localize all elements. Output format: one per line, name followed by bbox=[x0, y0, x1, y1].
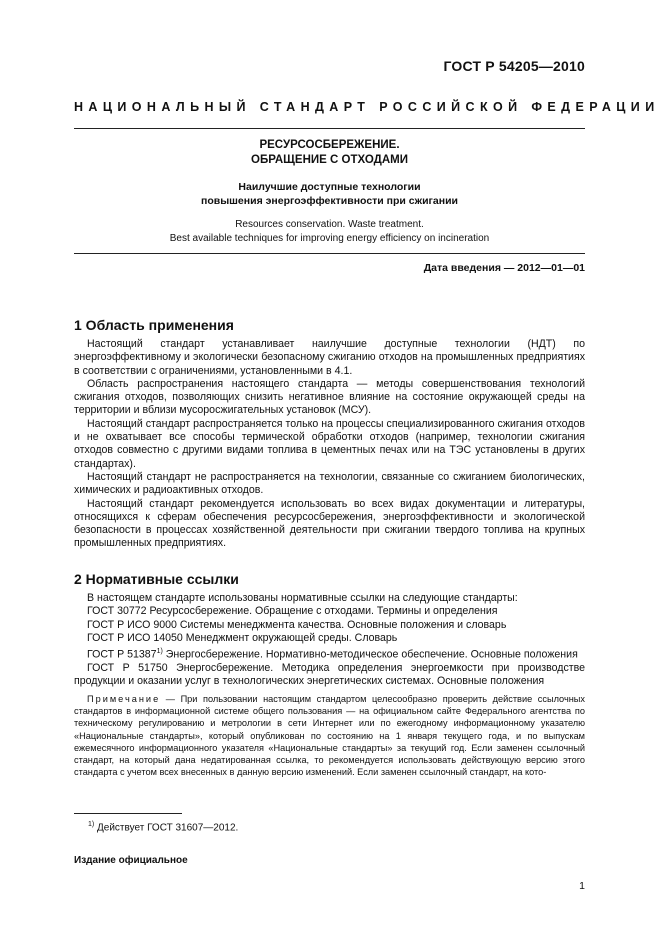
footnote-divider bbox=[74, 813, 182, 814]
document-number: ГОСТ Р 54205—2010 bbox=[443, 58, 585, 74]
reference-item: ГОСТ Р ИСО 9000 Системы менеджмента качества. Основные положения и словарь bbox=[87, 618, 507, 631]
section1-paragraph: Настоящий стандарт рекомендуется использовать во всех видах документации и литературы, относящихся к сферам обеспечения ресурсосбережения, энергоэффективности и экологической безопасности в процессах хозяйственной деятельности при сжигании твердого топлива на крупных промышленных предприятиях. bbox=[74, 497, 585, 550]
section1-heading: 1 Область применения bbox=[74, 317, 234, 333]
title-en bbox=[74, 218, 585, 246]
note-label: Примечание bbox=[87, 694, 161, 704]
subtitle-line2: повышения энергоэффективности при сжигании bbox=[201, 195, 458, 207]
title-divider bbox=[74, 253, 585, 254]
title-ru-line2: ОБРАЩЕНИЕ С ОТХОДАМИ bbox=[251, 154, 408, 166]
section1-body bbox=[74, 338, 585, 551]
section1-paragraph: Настоящий стандарт распространяется только на процессы специализированного сжигания отходов и не охватывает все способы термической обработки отходов (например, технологии сжигания отходов совместно с другими видами топлива в цементных печах или на ТЭС установлены в других стандартах). bbox=[74, 417, 585, 470]
introduction-date: Дата введения — 2012—01—01 bbox=[423, 262, 585, 274]
section1-paragraph: Область распространения настоящего стандарта — методы совершенствования технологий сжигания отходов, позволяющих снизить негативное влияние на состояние окружающей среды на территории и вблизи мусоросжигательных установок (МСУ). bbox=[74, 377, 585, 417]
reference-code: ГОСТ Р 51387 bbox=[87, 648, 157, 661]
official-edition-label: Издание официальное bbox=[74, 855, 188, 866]
section2-heading: 2 Нормативные ссылки bbox=[74, 571, 239, 587]
reference-item: ГОСТ 30772 Ресурсосбережение. Обращение с отходами. Термины и определения bbox=[87, 605, 498, 618]
subtitle-line1: Наилучшие доступные технологии bbox=[238, 181, 421, 193]
page-number: 1 bbox=[579, 880, 585, 892]
national-standard-heading: НАЦИОНАЛЬНЫЙ СТАНДАРТ РОССИЙСКОЙ ФЕДЕРАЦИИ bbox=[74, 100, 660, 114]
reference-text: Энергосбережение. Нормативно-методическое обеспечение. Основные положения bbox=[162, 648, 578, 661]
title-ru bbox=[74, 138, 585, 168]
section2-body bbox=[74, 592, 585, 689]
title-en-line2: Best available techniques for improving energy efficiency on incineration bbox=[169, 233, 490, 244]
footnote-text: Действует ГОСТ 31607—2012. bbox=[94, 822, 239, 834]
note-text: — При пользовании настоящим стандартом целесообразно проверить действие ссылочных стандартов в информационной системе общего пользования — на официальном сайте Федерального агентства по техническому регулированию и метрологии в сети Интернет или по ежегодному информационному указателю «Национальные стандарты», который опубликован по состоянию на 1 января текущего года, и по выпускам ежемесячного информационного указателя «Национальные стандарты» за текущий год. Если заменен ссылочный стандарт, на который дана недатированная ссылка, то рекомендуется использовать действующую версию этого стандарта с учетом всех внесенных в данную версию изменений. Если заменен ссылочный стандарт, на кото- bbox=[74, 694, 585, 778]
reference-item: ГОСТ Р 51750 Энергосбережение. Методика определения энергоемкости при производстве продукции и оказании услуг в технологических энергетических системах. Основные положения bbox=[74, 662, 585, 688]
footnote bbox=[88, 821, 238, 833]
title-subtitle bbox=[74, 180, 585, 208]
footnote-ref-marker[interactable]: 1) bbox=[156, 648, 163, 656]
reference-item-51387 bbox=[74, 645, 585, 662]
section2-intro: В настоящем стандарте использованы нормативные ссылки на следующие стандарты: bbox=[87, 592, 518, 604]
note-block bbox=[74, 693, 585, 778]
title-en-line1: Resources conservation. Waste treatment. bbox=[235, 219, 424, 230]
reference-item: ГОСТ Р ИСО 14050 Менеджмент окружающей среды. Словарь bbox=[87, 631, 398, 644]
section1-paragraph: Настоящий стандарт не распространяется на технологии, связанные со сжиганием биологических, химических и радиоактивных отходов. bbox=[74, 470, 585, 497]
title-ru-line1: РЕСУРСОСБЕРЕЖЕНИЕ. bbox=[259, 139, 400, 151]
section1-paragraph: Настоящий стандарт устанавливает наилучшие доступные технологии (НДТ) по энергоэффективному и экологически безопасному сжиганию отходов на промышленных предприятиях в соответствии с ограничениями, установленными в 4.1. bbox=[74, 338, 585, 377]
footnote-marker: 1) bbox=[88, 821, 95, 828]
top-divider bbox=[74, 128, 585, 129]
